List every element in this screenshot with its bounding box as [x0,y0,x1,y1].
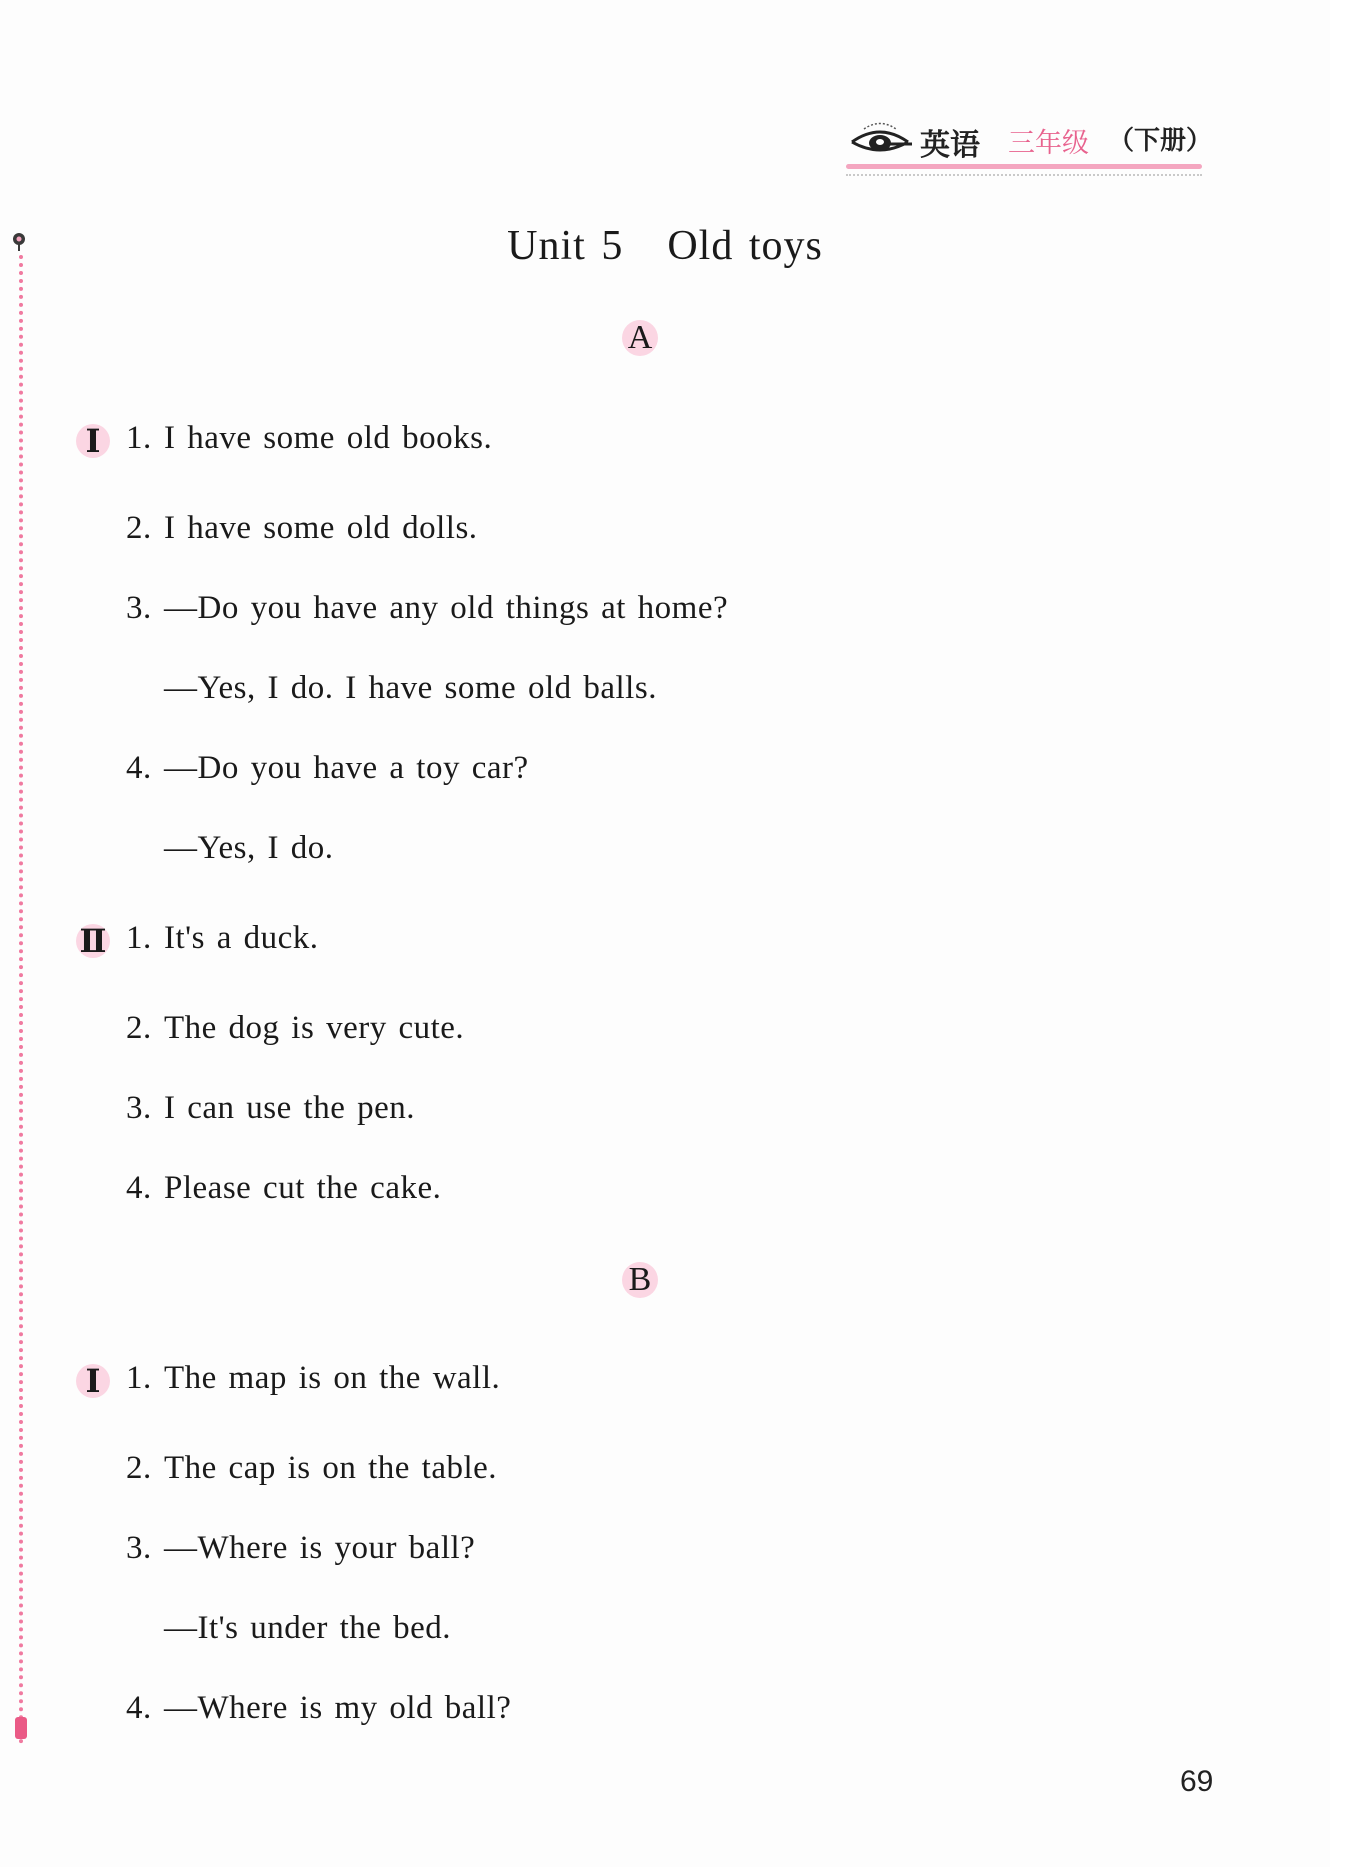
part-badge-a-2: Ⅱ [76,924,110,958]
volume-label: （下册） [1108,126,1213,156]
unit-number: Unit 5 [507,223,624,269]
answer-line: 3. —Where is your ball? [126,1530,476,1566]
answer-line: 1. The map is on the wall. [126,1360,501,1396]
header-dotted-rule [846,174,1202,176]
answer-line: —It's under the bed. [164,1610,452,1646]
answer-line: 4. —Do you have a toy car? [126,750,529,786]
answer-line: 1. It's a duck. [126,920,319,956]
answer-line: 4. —Where is my old ball? [126,1690,512,1726]
page-title [0,222,1330,270]
page-number: 69 [1180,1765,1214,1798]
page-header [846,112,1213,180]
part-badge-a-1: Ⅰ [76,424,110,458]
answer-line: 3. —Do you have any old things at home? [126,590,729,626]
eye-book-logo-icon [846,118,914,162]
margin-end-mark [15,1717,27,1739]
answer-line: 1. I have some old books. [126,420,493,456]
grade-label: 三年级 [1008,128,1089,159]
section-letter-a: A [622,320,658,356]
header-rule [846,164,1202,169]
answer-line: 2. The dog is very cute. [126,1010,465,1046]
part-badge-b-1: Ⅰ [76,1364,110,1398]
answer-line: —Yes, I do. [164,830,334,866]
answer-line: —Yes, I do. I have some old balls. [164,670,657,706]
answer-line: 3. I can use the pen. [126,1090,415,1126]
answer-line: 2. I have some old dolls. [126,510,478,546]
subject-label: 英语 [920,128,980,163]
section-letter-b: B [622,1262,658,1298]
answer-line: 2. The cap is on the table. [126,1450,498,1486]
answer-line: 4. Please cut the cake. [126,1170,442,1206]
unit-name: Old toys [667,223,823,269]
margin-dotted-line [19,255,23,1745]
